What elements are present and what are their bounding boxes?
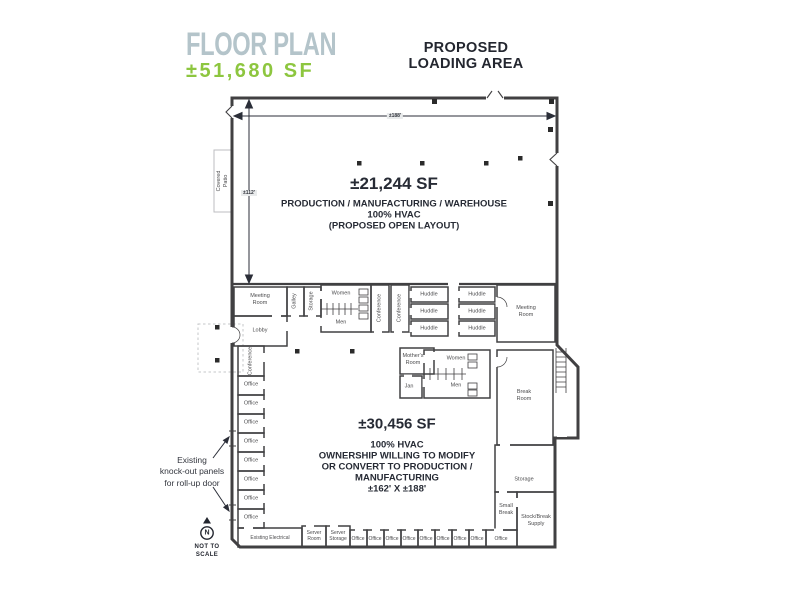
room-label-office: Office [385, 535, 399, 542]
room-label-office: Office [494, 535, 508, 542]
not-to-scale-line2: SCALE [195, 552, 219, 558]
room-label-men: Men [450, 382, 462, 389]
room-label-office: Office [419, 535, 433, 542]
flex-area-sf: ±30,456 SF [358, 415, 436, 433]
knockout-annotation-line3: for roll-up door [164, 477, 220, 488]
entry-vestibule-outline [198, 324, 243, 372]
room-label-office: Office [351, 535, 365, 542]
depth-dimension-label: ±112' [243, 190, 255, 196]
compass-n-label: N [204, 529, 210, 537]
flex-area-line5: ±162' X ±188' [367, 483, 427, 495]
room-label-office: Office [243, 514, 259, 521]
knockout-annotation [146, 455, 238, 489]
room-label-galley: Galley [291, 293, 298, 309]
proposed-loading-label-line1: PROPOSED [423, 40, 509, 56]
room-label-huddle: Huddle [468, 325, 486, 332]
room-label-office: Office [402, 535, 416, 542]
room-label-office: Office [243, 381, 259, 388]
knockout-annotation-line1: Existing [177, 454, 207, 465]
production-area-sf: ±21,244 SF [350, 174, 438, 193]
room-label-mothers-room: Mother's Room [402, 353, 424, 366]
flex-area-line2: OWNERSHIP WILLING TO MODIFY [318, 450, 476, 462]
knockout-annotation-line2: knock-out panels [159, 466, 225, 477]
room-label-huddle: Huddle [468, 308, 486, 315]
room-label-covered-patio: Covered Patio [216, 170, 229, 192]
production-area-line1: PRODUCTION / MANUFACTURING / WAREHOUSE [281, 198, 507, 210]
room-label-server-storage: Server Storage [329, 529, 347, 542]
width-dimension-label: ±188' [388, 113, 402, 119]
room-label-small-break: Small Break [498, 503, 514, 516]
room-label-huddle: Huddle [468, 291, 486, 298]
production-area-line2: 100% HVAC [367, 209, 421, 221]
room-label-men: Men [335, 319, 347, 326]
flex-area-line3: OR CONVERT TO PRODUCTION / [321, 461, 473, 473]
production-area-line3: (PROPOSED OPEN LAYOUT) [328, 220, 460, 232]
room-label-storage: Storage [514, 476, 534, 483]
room-label-office: Office [243, 495, 259, 502]
room-label-server-room: Server Room [306, 529, 322, 542]
room-label-office: Office [470, 535, 484, 542]
flex-area-line1: 100% HVAC [370, 439, 424, 451]
room-label-conference: Conference [247, 346, 254, 376]
not-to-scale-line1: NOT TO [194, 544, 220, 551]
room-label-office: Office [243, 419, 259, 426]
room-label-conference: Conference [396, 293, 403, 323]
room-label-jan: Jan [404, 383, 414, 390]
room-label-existing-electrical: Existing Electrical [250, 534, 290, 541]
room-label-meeting-room: Meeting Room [250, 293, 270, 306]
room-label-stock-break-supply: Stock/Break Supply [521, 514, 551, 527]
room-label-women: Women [331, 290, 351, 297]
page-title: FLOOR PLAN [186, 26, 337, 62]
room-label-conference: Conference [376, 293, 383, 323]
room-label-huddle: Huddle [420, 308, 438, 315]
not-to-scale-label [195, 544, 220, 560]
room-label-meeting-room: Meeting Room [516, 305, 536, 318]
total-square-footage: ±51,680 SF [186, 60, 315, 82]
proposed-loading-label-line2: LOADING AREA [408, 56, 524, 72]
room-label-lobby: Lobby [252, 327, 268, 334]
room-label-office: Office [368, 535, 382, 542]
room-label-break-room: Break Room [516, 389, 532, 402]
room-label-huddle: Huddle [420, 291, 438, 298]
room-label-office: Office [243, 438, 259, 445]
room-label-office: Office [436, 535, 450, 542]
room-label-office: Office [243, 457, 259, 464]
room-label-women: Women [446, 355, 466, 362]
room-label-huddle: Huddle [420, 325, 438, 332]
room-label-office: Office [243, 400, 259, 407]
room-label-office: Office [243, 476, 259, 483]
flex-area-line4: MANUFACTURING [355, 472, 439, 484]
room-label-office: Office [453, 535, 467, 542]
room-label-storage: Storage [308, 291, 315, 311]
